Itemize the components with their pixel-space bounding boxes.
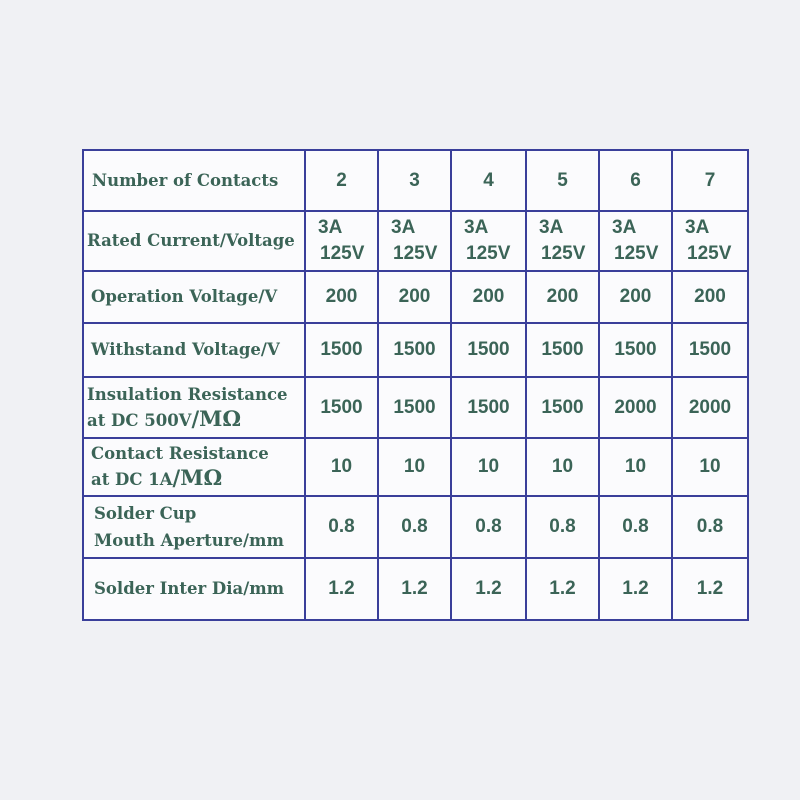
voltage-value: 125V [466, 243, 511, 264]
spec-table [82, 149, 749, 621]
operation-voltage-value: 200 [451, 271, 526, 323]
solder-inter-dia-value: 1.2 [451, 558, 526, 620]
row-header: Withstand Voltage/V [83, 323, 305, 377]
current-value: 3A [539, 217, 564, 238]
row-header: Operation Voltage/V [83, 271, 305, 323]
voltage-value: 125V [614, 243, 659, 264]
withstand-voltage-value: 1500 [526, 323, 599, 377]
contacts-value: 6 [599, 150, 672, 211]
row-operation-voltage [83, 271, 748, 323]
withstand-voltage-value: 1500 [599, 323, 672, 377]
solder-inter-dia-value: 1.2 [599, 558, 672, 620]
row-header: Rated Current/Voltage [83, 211, 305, 271]
header-line-1: Contact Resistance [91, 444, 269, 463]
solder-inter-dia-value: 1.2 [526, 558, 599, 620]
rated-cell [672, 211, 748, 271]
contacts-value: 4 [451, 150, 526, 211]
row-solder-cup [83, 496, 748, 558]
current-value: 3A [391, 217, 416, 238]
contacts-value: 3 [378, 150, 451, 211]
row-header: Number of Contacts [83, 150, 305, 211]
solder-cup-value: 0.8 [451, 496, 526, 558]
insulation-resistance-value: 1500 [378, 377, 451, 438]
header-unit: /MΩ [172, 465, 223, 490]
header-line-1: Insulation Resistance [87, 384, 288, 404]
current-value: 3A [685, 217, 710, 238]
withstand-voltage-value: 1500 [305, 323, 378, 377]
insulation-resistance-value: 1500 [305, 377, 378, 438]
contacts-value: 5 [526, 150, 599, 211]
current-value: 3A [464, 217, 489, 238]
rated-cell [305, 211, 378, 271]
contact-resistance-value: 10 [305, 438, 378, 496]
contact-resistance-value: 10 [599, 438, 672, 496]
header-line-2: Mouth Aperture/mm [94, 531, 284, 550]
solder-cup-value: 0.8 [672, 496, 748, 558]
row-header: Solder Inter Dia/mm [83, 558, 305, 620]
voltage-value: 125V [687, 243, 732, 264]
contact-resistance-value: 10 [378, 438, 451, 496]
header-unit: /MΩ [191, 405, 242, 431]
contact-resistance-value: 10 [672, 438, 748, 496]
solder-inter-dia-value: 1.2 [305, 558, 378, 620]
solder-cup-value: 0.8 [526, 496, 599, 558]
header-condition: at DC 500V [87, 410, 192, 430]
row-header [83, 438, 305, 496]
header-line-2 [87, 407, 304, 433]
row-withstand-voltage [83, 323, 748, 377]
solder-cup-value: 0.8 [599, 496, 672, 558]
header-line-1: Solder Cup [94, 504, 197, 523]
insulation-resistance-value: 2000 [599, 377, 672, 438]
voltage-value: 125V [393, 243, 438, 264]
solder-inter-dia-value: 1.2 [378, 558, 451, 620]
withstand-voltage-value: 1500 [672, 323, 748, 377]
row-contact-resistance [83, 438, 748, 496]
row-insulation-resistance [83, 377, 748, 438]
insulation-resistance-value: 2000 [672, 377, 748, 438]
row-header [83, 377, 305, 438]
solder-cup-value: 0.8 [305, 496, 378, 558]
rated-cell [526, 211, 599, 271]
contacts-value: 7 [672, 150, 748, 211]
insulation-resistance-value: 1500 [526, 377, 599, 438]
row-rated [83, 211, 748, 271]
row-header [83, 496, 305, 558]
header-condition: at DC 1A [91, 470, 173, 489]
operation-voltage-value: 200 [378, 271, 451, 323]
rated-cell [378, 211, 451, 271]
voltage-value: 125V [541, 243, 586, 264]
row-number-of-contacts [83, 150, 748, 211]
current-value: 3A [612, 217, 637, 238]
solder-cup-value: 0.8 [378, 496, 451, 558]
current-value: 3A [318, 217, 343, 238]
operation-voltage-value: 200 [599, 271, 672, 323]
contact-resistance-value: 10 [451, 438, 526, 496]
operation-voltage-value: 200 [526, 271, 599, 323]
rated-cell [599, 211, 672, 271]
solder-inter-dia-value: 1.2 [672, 558, 748, 620]
operation-voltage-value: 200 [672, 271, 748, 323]
row-solder-inter-dia [83, 558, 748, 620]
operation-voltage-value: 200 [305, 271, 378, 323]
withstand-voltage-value: 1500 [451, 323, 526, 377]
voltage-value: 125V [320, 243, 365, 264]
withstand-voltage-value: 1500 [378, 323, 451, 377]
contacts-value: 2 [305, 150, 378, 211]
rated-cell [451, 211, 526, 271]
header-line-2 [91, 466, 304, 492]
insulation-resistance-value: 1500 [451, 377, 526, 438]
contact-resistance-value: 10 [526, 438, 599, 496]
